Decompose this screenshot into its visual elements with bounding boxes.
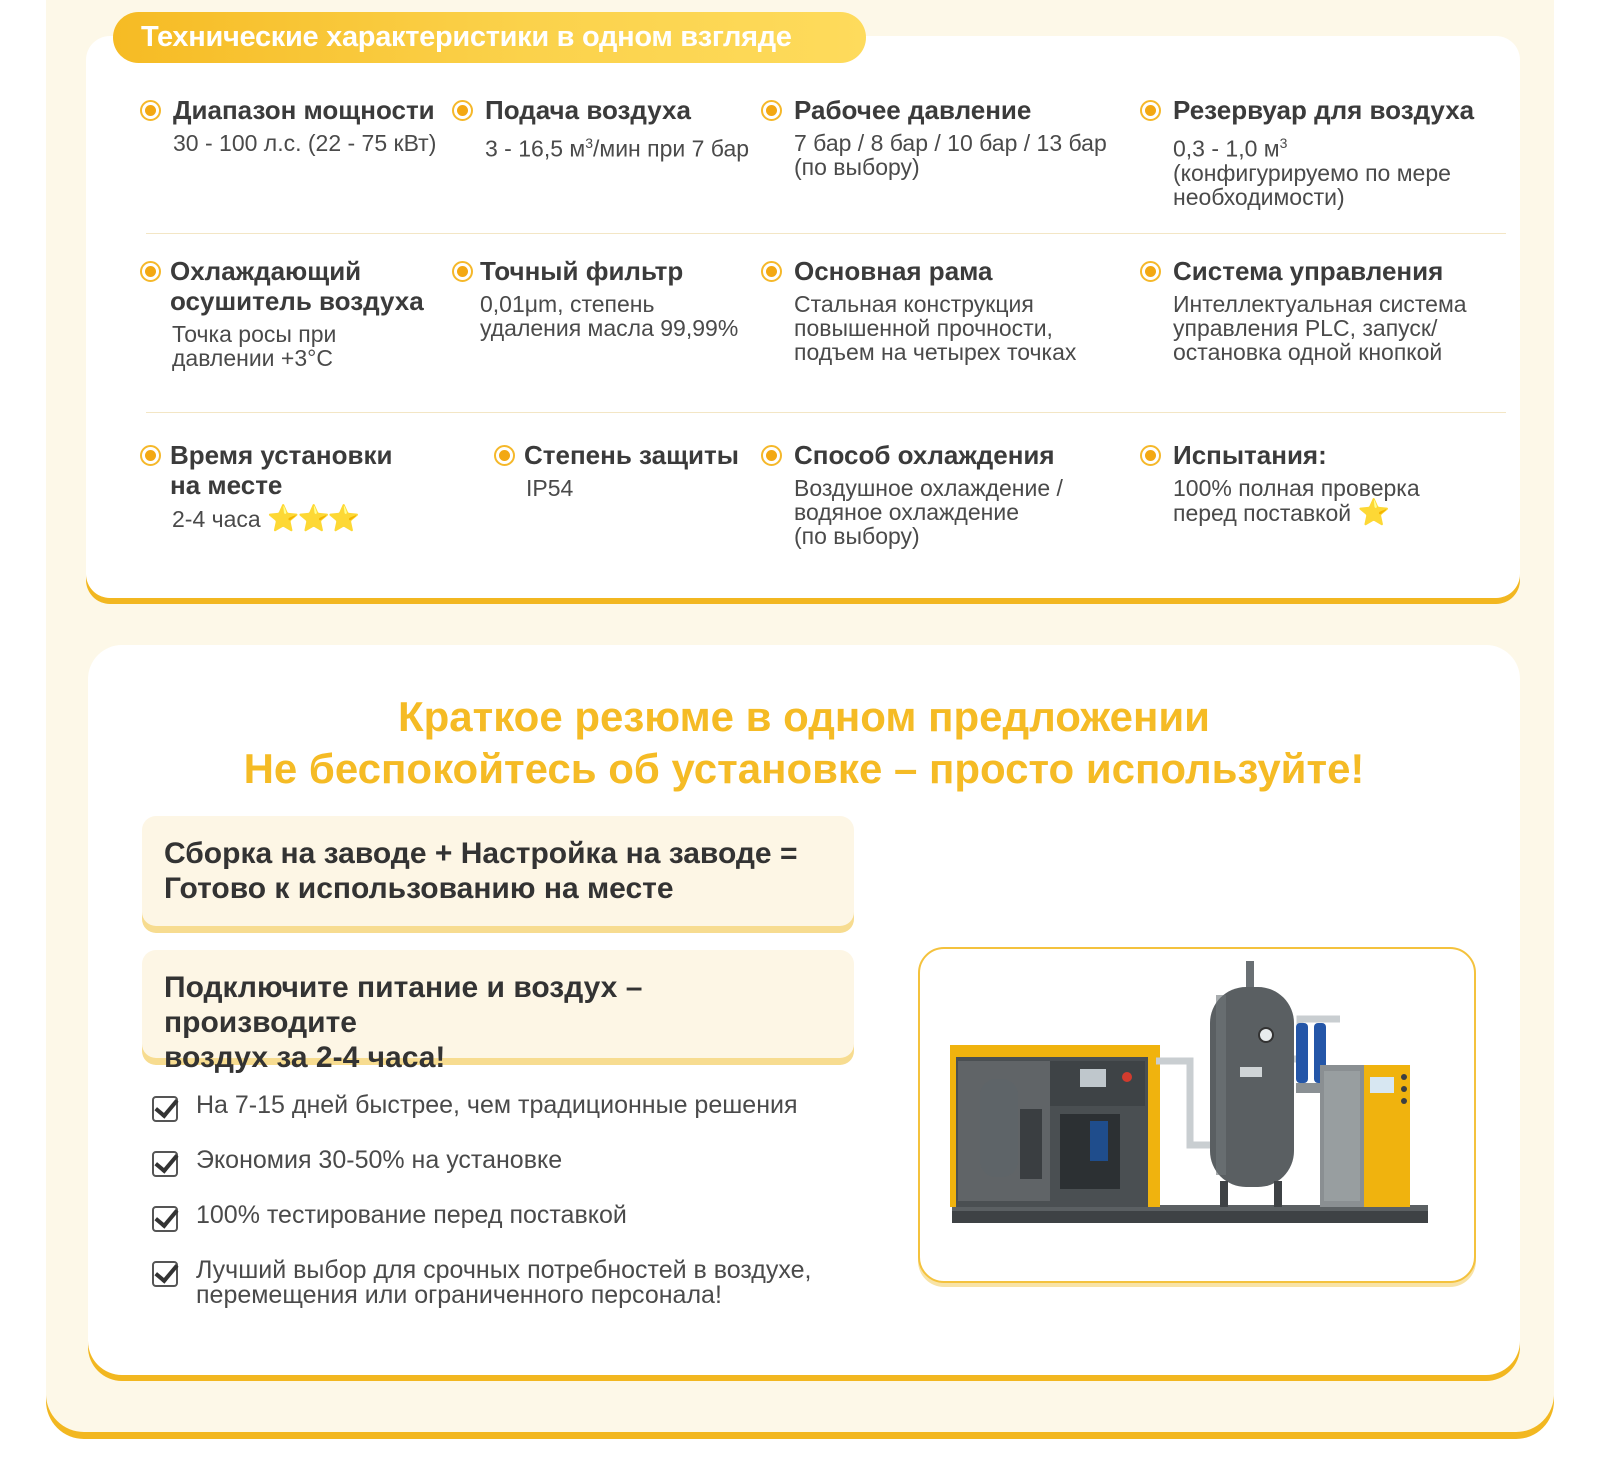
spec-air-tank xyxy=(1173,95,1474,209)
star-icon: ⭐⭐⭐ xyxy=(267,503,359,533)
summary-title-line1: Краткое резюме в одном предложении xyxy=(398,693,1210,740)
callout-factory-ready: Сборка на заводе + Настройка на заводе = Готово к использованию на месте xyxy=(142,816,854,926)
bullet-dot-icon xyxy=(452,100,473,121)
check-item: Экономия 30-50% на установке xyxy=(152,1148,562,1177)
divider xyxy=(146,233,1506,234)
specs-tab-title: Технические характеристики в одном взгляде xyxy=(113,12,866,63)
spec-title: Рабочее давление xyxy=(794,95,1032,125)
spec-precision-filter xyxy=(480,256,738,340)
spec-title: Диапазон мощности xyxy=(173,95,435,125)
checkbox-checked-icon xyxy=(152,1261,178,1287)
bullet-dot-icon xyxy=(761,445,782,466)
star-icon: ⭐ xyxy=(1357,497,1388,527)
spec-cooling-method xyxy=(794,440,1063,548)
spec-title: Резервуар для воздуха xyxy=(1173,95,1475,125)
spec-desc: 3 - 16,5 $м^3$/мин при 7 бар xyxy=(485,135,750,162)
spec-title: Степень защиты xyxy=(524,440,739,470)
bullet-dot-icon xyxy=(140,100,161,121)
checkbox-checked-icon xyxy=(152,1096,178,1122)
spec-protection xyxy=(524,440,739,500)
spec-title: Испытания: xyxy=(1173,440,1327,470)
bullet-dot-icon xyxy=(452,261,473,282)
compressor-unit-image xyxy=(920,949,1474,1281)
divider xyxy=(146,412,1506,413)
spec-title: Охлаждающий осушитель воздуха xyxy=(170,256,424,316)
spec-working-pressure xyxy=(794,95,1107,179)
checkbox-checked-icon xyxy=(152,1206,178,1232)
check-item: 100% тестирование перед поставкой xyxy=(152,1203,627,1232)
spec-install-time xyxy=(170,440,392,531)
bullet-dot-icon xyxy=(1140,445,1161,466)
checkbox-checked-icon xyxy=(152,1151,178,1177)
spec-desc: Воздушное охлаждение / водяное охлаждение (по выбору) xyxy=(794,475,1063,549)
callout-connect-power: Подключите питание и воздух – производите воздух за 2-4 часа! xyxy=(142,950,854,1058)
bullet-dot-icon xyxy=(140,445,161,466)
spec-control-system xyxy=(1173,256,1467,364)
bullet-dot-icon xyxy=(494,445,515,466)
spec-title: Основная рама xyxy=(794,256,993,286)
spec-desc: 2-4 часа ⭐⭐⭐ xyxy=(172,503,359,533)
check-item: Лучший выбор для срочных потребностей в воздухе, перемещения или ограниченного персонала! xyxy=(152,1258,811,1308)
spec-desc: 0,3 - 1,0 $м^3$ (конфигурируемо по мере необходимости) xyxy=(1173,135,1451,210)
spec-air-delivery xyxy=(485,95,749,161)
spec-desc: 0,01μm, степень удаления масла 99,99% xyxy=(480,291,739,341)
summary-title-line2: Не беспокойтесь об установке – просто используйте! xyxy=(243,745,1365,792)
spec-desc: Точка росы при давлении +3°C xyxy=(172,321,337,371)
spec-refrigerated-dryer xyxy=(170,256,424,370)
spec-desc: Стальная конструкция повышенной прочности, подъем на четырех точках xyxy=(794,291,1077,365)
check-item: На 7-15 дней быстрее, чем традиционные решения xyxy=(152,1093,798,1122)
bullet-dot-icon xyxy=(140,261,161,282)
spec-power-range xyxy=(173,95,436,155)
spec-desc: 100% полная проверка перед поставкой ⭐ xyxy=(1173,475,1420,527)
spec-title: Подача воздуха xyxy=(485,95,691,125)
spec-desc: IP54 xyxy=(526,475,574,501)
spec-desc: Интеллектуальная система управления PLC, запуск/ остановка одной кнопкой xyxy=(1173,291,1467,365)
spec-title: Время установки на месте xyxy=(170,440,393,500)
spec-title: Система управления xyxy=(1173,256,1444,286)
bullet-dot-icon xyxy=(1140,100,1161,121)
spec-desc: 30 - 100 л.с. (22 - 75 кВт) xyxy=(173,130,437,156)
bullet-dot-icon xyxy=(761,100,782,121)
bullet-dot-icon xyxy=(761,261,782,282)
spec-title: Точный фильтр xyxy=(480,256,684,286)
spec-testing xyxy=(1173,440,1420,525)
product-image-frame xyxy=(918,947,1476,1283)
spec-main-frame xyxy=(794,256,1076,364)
bullet-dot-icon xyxy=(1140,261,1161,282)
spec-title: Способ охлаждения xyxy=(794,440,1055,470)
spec-desc: 7 бар / 8 бар / 10 бар / 13 бар (по выбору) xyxy=(794,130,1107,180)
